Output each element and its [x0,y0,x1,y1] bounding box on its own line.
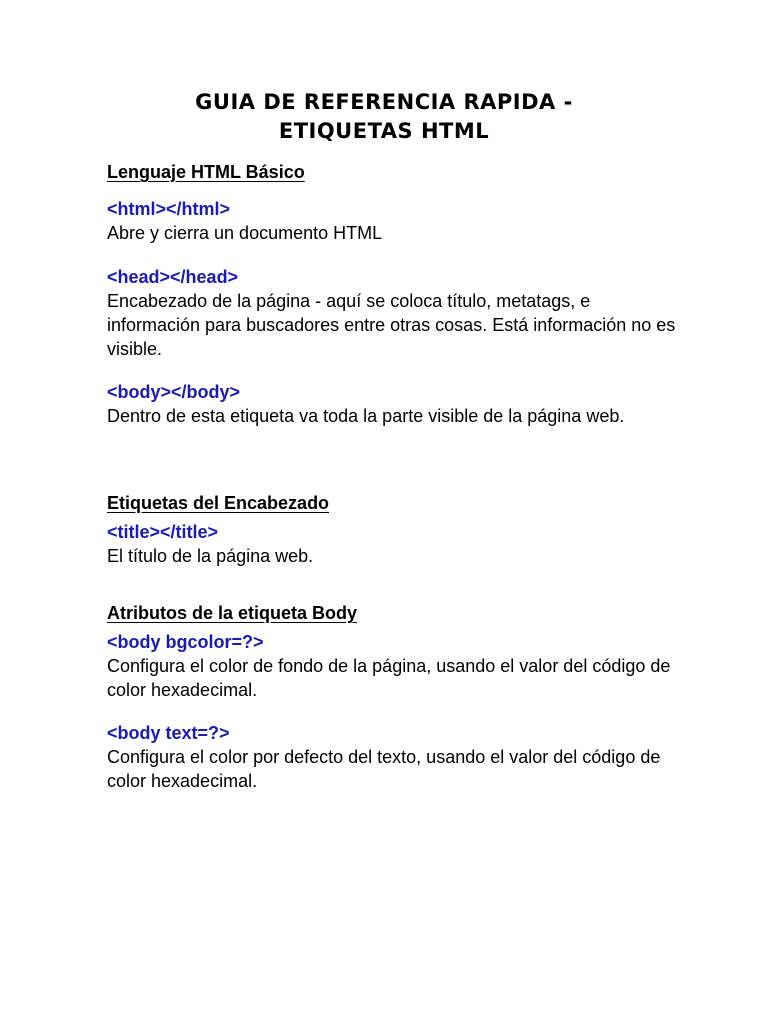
tag-description: Encabezado de la página - aquí se coloca título, metatags, e información para buscadores entre otras cosas. Está información no es visible. [107,291,676,359]
document-content [107,160,687,793]
tag-description: El título de la página web. [107,546,314,566]
section-heading-head-tags: Etiquetas del Encabezado [107,493,330,513]
tag-description: Configura el color de fondo de la página, usando el valor del código de color hexadecimal. [107,656,671,700]
section-heading-basic-html: Lenguaje HTML Básico [107,162,305,182]
entry-body-bgcolor [107,630,687,702]
entry-body-tag [107,380,687,428]
tag-code: <head></head> [107,267,239,287]
tag-code: <body></body> [107,382,241,402]
document-title-line-2: ETIQUETAS HTML [278,119,490,143]
tag-code: <title></title> [107,522,219,542]
tag-code: <body text=?> [107,723,230,743]
tag-code: <body bgcolor=?> [107,632,264,652]
entry-html-tag [107,197,687,245]
tag-description: Abre y cierra un documento HTML [107,223,383,243]
tag-description: Dentro de esta etiqueta va toda la parte visible de la página web. [107,406,625,426]
tag-description: Configura el color por defecto del texto, usando el valor del código de color hexadecimal. [107,747,661,791]
document-title-line-1: GUIA DE REFERENCIA RAPIDA - [195,90,573,114]
document-title [0,88,768,146]
entry-title-tag [107,520,687,568]
entry-body-text [107,721,687,793]
entry-head-tag [107,265,687,361]
section-heading-body-attributes: Atributos de la etiqueta Body [107,603,358,623]
tag-code: <html></html> [107,199,231,219]
